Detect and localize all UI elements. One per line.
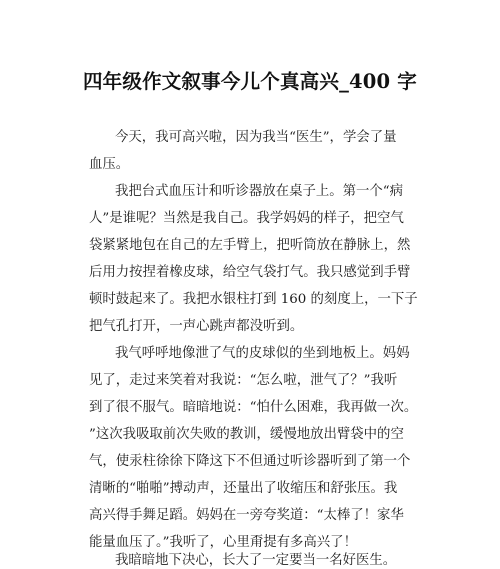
paragraph-line: 今天，我可高兴啦，因为我当“医生”，学会了量 [115, 130, 397, 145]
paragraph-line: 顿时鼓起来了。我把水银柱打到 160 的刻度上，一下子 [89, 292, 418, 307]
paragraph-line: 清晰的“啪啪”搏动声，还量出了收缩压和舒张压。我 [89, 481, 398, 496]
paragraph-line: 后用力按捏着橡皮球，给空气袋打气。我只感觉到手臂 [89, 265, 411, 280]
paragraph-line: ”这次我吸取前次失败的教训，缓慢地放出臂袋中的空 [89, 427, 404, 442]
paragraph-line: 人”是谁呢？当然是我自己。我学妈妈的样子，把空气 [89, 211, 404, 226]
paragraph-line: 血压。 [89, 157, 130, 172]
paragraph-line: 袋紧紧地包在自己的左手臂上，把听筒放在静脉上，然 [89, 238, 411, 253]
paragraph-line: 高兴得手舞足蹈。妈妈在一旁夸奖道：“太棒了！家华 [89, 508, 404, 523]
paragraph-line: 见了，走过来笑着对我说：“怎么啦，泄气了？”我听 [89, 373, 398, 388]
paragraph-line: 能量血压了。”我听了，心里甭提有多高兴了！ [89, 535, 357, 550]
paragraph-line: 把气孔打开，一声心跳声都没听到。 [89, 319, 304, 334]
paragraph-line: 气，使汞柱徐徐下降这下不但通过听诊器听到了第一个 [89, 454, 411, 469]
paragraph-line: 我把台式血压计和听诊器放在桌子上。第一个“病 [115, 184, 404, 199]
paragraph-line: 到了很不服气。暗暗地说：“怕什么困难，我再做一次。 [89, 400, 418, 415]
paragraph-line: 我暗暗地下决心，长大了一定要当一名好医生。 [115, 553, 397, 568]
paragraph-line: 我气呼呼地像泄了气的皮球似的坐到地板上。妈妈 [115, 346, 410, 361]
document-title: 四年级作文叙事今儿个真高兴_400 字 [82, 70, 418, 93]
